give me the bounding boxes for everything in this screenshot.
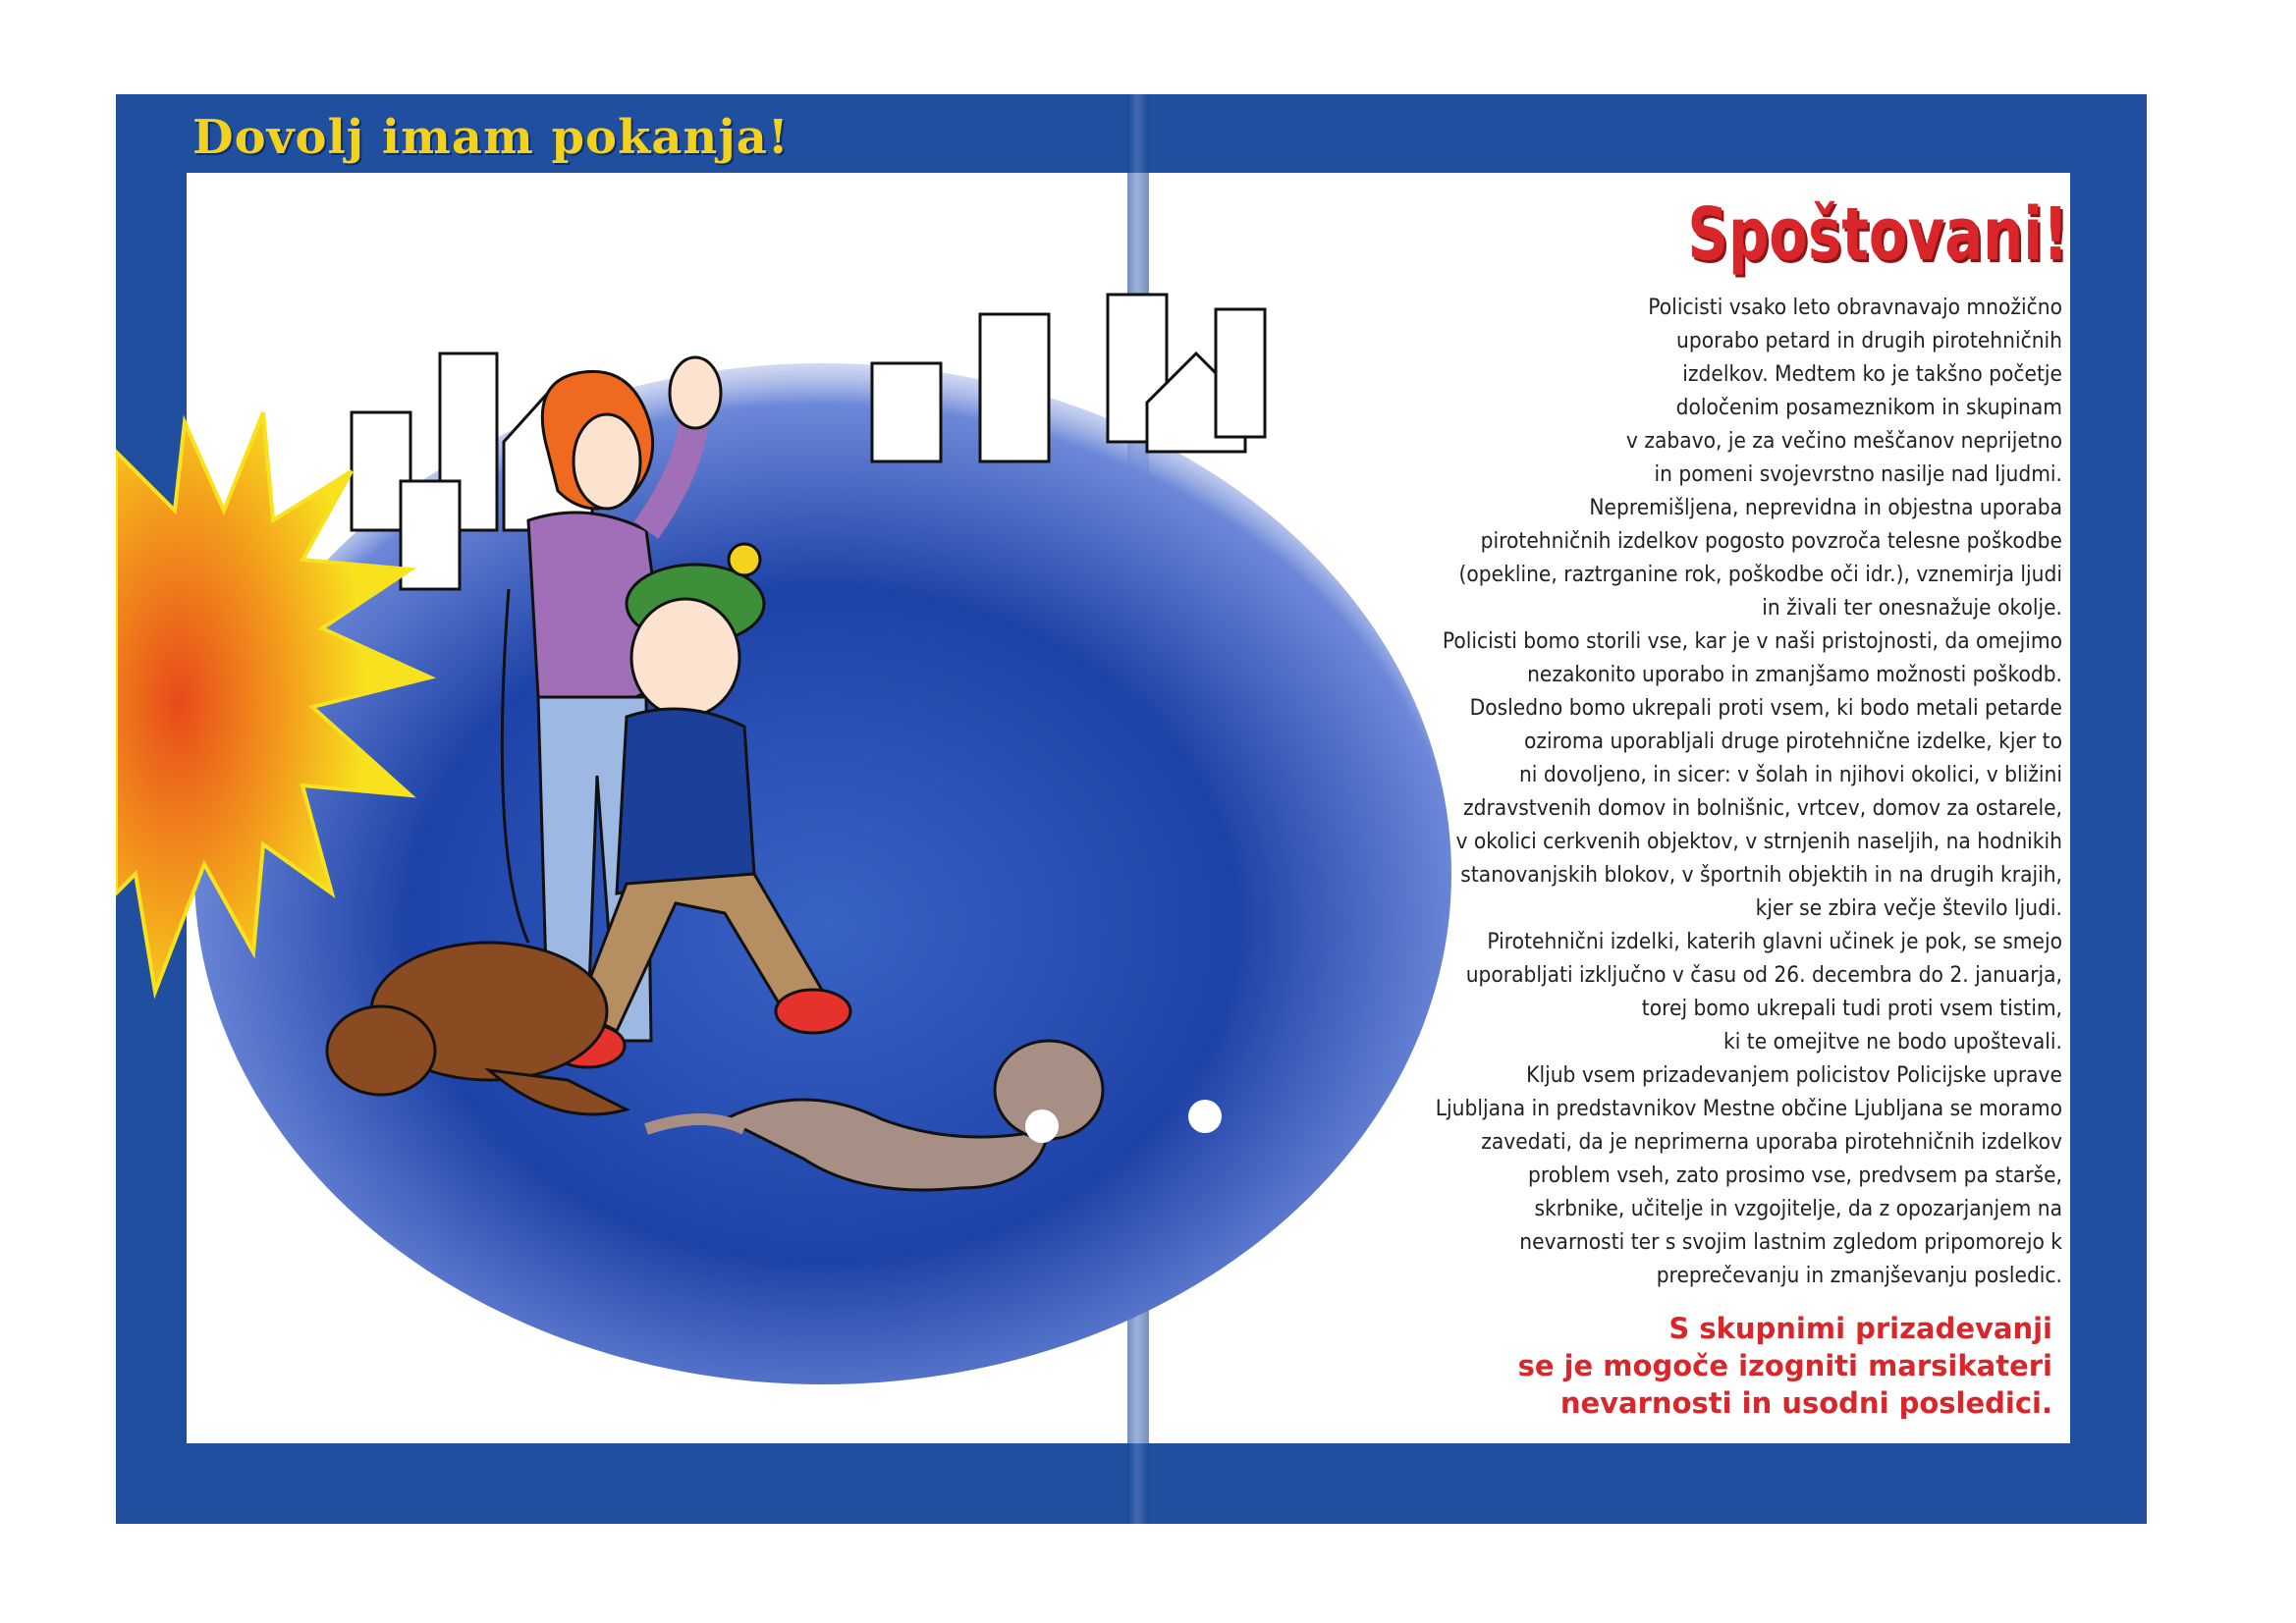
binder-hole (1188, 1100, 1222, 1133)
binder-hole (1025, 1109, 1059, 1143)
body-line: v okolici cerkvenih objektov, v strnjenih naseljih, na hodnikih (1455, 829, 2062, 854)
cartoon-illustration (116, 265, 1471, 1404)
closing-line: se je mogoče izogniti marsikateri (1517, 1349, 2052, 1382)
body-line: oziroma uporabljali druge pirotehnične izdelke, kjer to (1523, 729, 2062, 754)
body-line: kjer se zbira večje število ljudi. (1755, 895, 2062, 921)
page-title: Spoštovani! (1687, 192, 2068, 277)
body-line: torej bomo ukrepali tudi proti vsem tistim, (1641, 996, 2062, 1021)
body-line: Dosledno bomo ukrepali proti vsem, ki bodo metali petarde (1469, 695, 2062, 721)
body-line: Nepremišljena, neprevidna in objestna uporaba (1589, 495, 2062, 520)
body-line: Pirotehnični izdelki, katerih glavni učinek je pok, se smejo (1487, 929, 2062, 954)
body-line: Policisti bomo storili vse, kar je v naši pristojnosti, da omejimo (1442, 628, 2062, 654)
body-text (1417, 291, 2062, 1292)
body-line: preprečevanju in zmanjševanju posledic. (1656, 1263, 2062, 1288)
body-line: Kljub vsem prizadevanjem policistov Policijske uprave (1526, 1062, 2062, 1088)
closing-line: S skupnimi prizadevanji (1668, 1312, 2052, 1345)
body-line: uporabljati izključno v času od 26. decembra do 2. januarja, (1465, 962, 2062, 988)
body-line: zdravstvenih domov in bolnišnic, vrtcev, domov za ostarele, (1462, 795, 2062, 821)
body-line: pirotehničnih izdelkov pogosto povzroča telesne poškodbe (1480, 528, 2062, 554)
body-line: Ljubljana in predstavnikov Mestne občine Ljubljana se moramo (1435, 1096, 2062, 1121)
body-line: problem vseh, zato prosimo vse, predvsem pa starše, (1527, 1163, 2062, 1188)
body-line: uporabo petard in drugih pirotehničnih (1676, 328, 2062, 353)
closing-line: nevarnosti in usodni posledici. (1559, 1386, 2052, 1420)
body-line: nezakonito uporabo in zmanjšamo možnosti poškodb. (1527, 662, 2062, 687)
body-line: Policisti vsako leto obravnavajo množično (1648, 295, 2062, 320)
body-line: in pomeni svojevrstno nasilje nad ljudmi. (1654, 461, 2062, 487)
headline: Dovolj imam pokanja! (192, 110, 790, 165)
body-line: ni dovoljeno, in sicer: v šolah in njihovi okolici, v bližini (1518, 762, 2062, 787)
body-line: ki te omejitve ne bodo upoštevali. (1722, 1029, 2062, 1055)
body-line: nevarnosti ter s svojim lastnim zgledom pripomorejo k (1519, 1229, 2062, 1255)
body-line: v zabavo, je za večino meščanov neprijetno (1625, 428, 2062, 454)
body-line: skrbnike, učitelje in vzgojitelje, da z opozarjanjem na (1534, 1196, 2062, 1221)
body-line: stanovanjskih blokov, v športnih objektih in na drugih krajih, (1460, 862, 2062, 888)
closing-statement (1355, 1310, 2052, 1422)
body-line: izdelkov. Medtem ko je takšno početje (1682, 361, 2062, 387)
body-line: določenim posameznikom in skupinam (1675, 395, 2062, 420)
body-line: in živali ter onesnažuje okolje. (1762, 595, 2062, 621)
body-line: zavedati, da je neprimerna uporaba pirotehničnih izdelkov (1481, 1129, 2062, 1155)
body-line: (opekline, raztrganine rok, poškodbe oči idr.), vznemirja ljudi (1458, 562, 2062, 587)
